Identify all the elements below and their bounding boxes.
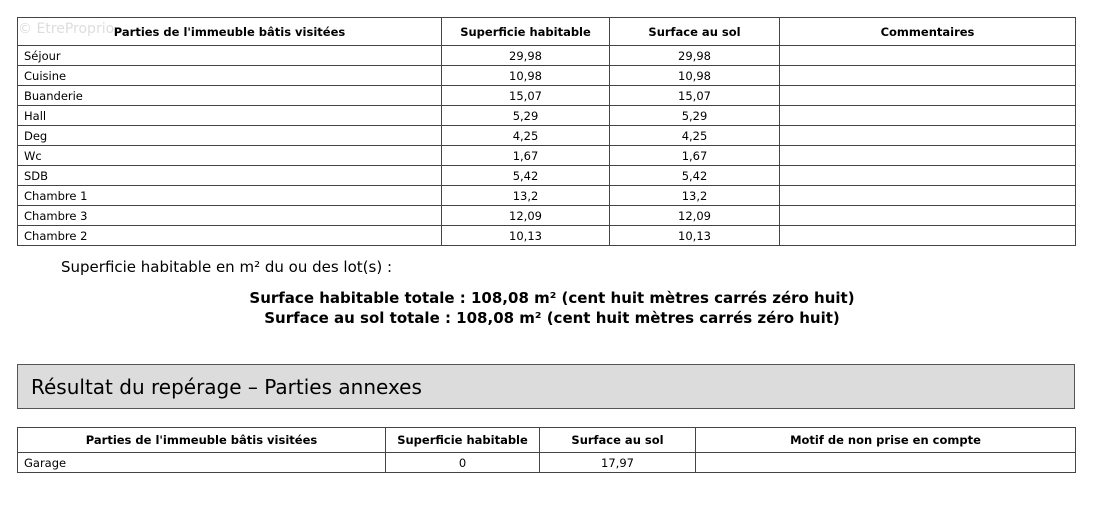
total-habitable: Surface habitable totale : 108,08 m² (cent huit mètres carrés zéro huit) <box>249 289 855 307</box>
table-row <box>18 126 1076 146</box>
col-header-surface-sol: Surface au sol <box>540 428 696 453</box>
table-cell <box>780 66 1076 86</box>
surface-table-main <box>17 17 1076 246</box>
table-cell: 10,13 <box>610 226 780 246</box>
col-header-parties: Parties de l'immeuble bâtis visitées <box>18 18 442 46</box>
table-cell <box>780 206 1076 226</box>
table-cell <box>696 453 1076 473</box>
summary-intro: Superficie habitable en m² du ou des lot(s) : <box>61 258 392 276</box>
table-row <box>18 206 1076 226</box>
table-row <box>18 226 1076 246</box>
table-cell: 17,97 <box>540 453 696 473</box>
table-cell: Séjour <box>18 46 442 66</box>
table-cell: 5,29 <box>442 106 610 126</box>
section-header <box>17 364 1075 409</box>
table-row <box>18 106 1076 126</box>
table-cell: Hall <box>18 106 442 126</box>
table-cell <box>780 186 1076 206</box>
table-cell: 10,98 <box>442 66 610 86</box>
col-header-superficie-habitable: Superficie habitable <box>386 428 540 453</box>
table-cell <box>780 146 1076 166</box>
table-cell: Garage <box>18 453 386 473</box>
table-cell: 5,29 <box>610 106 780 126</box>
table-cell <box>780 106 1076 126</box>
table-cell: 10,13 <box>442 226 610 246</box>
summary-totals <box>17 288 1087 328</box>
table-cell: 1,67 <box>442 146 610 166</box>
table-row <box>18 46 1076 66</box>
table-cell: Cuisine <box>18 66 442 86</box>
table-header-row <box>18 18 1076 46</box>
table-row <box>18 186 1076 206</box>
table-cell: 0 <box>386 453 540 473</box>
table-cell: 1,67 <box>610 146 780 166</box>
table-row <box>18 66 1076 86</box>
table-cell: 4,25 <box>442 126 610 146</box>
table-cell: SDB <box>18 166 442 186</box>
table-cell: 5,42 <box>442 166 610 186</box>
table-cell: 29,98 <box>610 46 780 66</box>
col-header-commentaires: Commentaires <box>780 18 1076 46</box>
table-cell: Deg <box>18 126 442 146</box>
table-header-row <box>18 428 1076 453</box>
table-cell: 4,25 <box>610 126 780 146</box>
table-cell: 12,09 <box>442 206 610 226</box>
col-header-parties: Parties de l'immeuble bâtis visitées <box>18 428 386 453</box>
table-cell <box>780 226 1076 246</box>
table-cell <box>780 86 1076 106</box>
table-row <box>18 453 1076 473</box>
table-row <box>18 86 1076 106</box>
total-sol: Surface au sol totale : 108,08 m² (cent huit mètres carrés zéro huit) <box>264 309 840 327</box>
col-header-surface-sol: Surface au sol <box>610 18 780 46</box>
table-cell <box>780 166 1076 186</box>
table-row <box>18 146 1076 166</box>
table-cell: 29,98 <box>442 46 610 66</box>
table-cell: Chambre 1 <box>18 186 442 206</box>
table-cell: 15,07 <box>610 86 780 106</box>
table-cell: 13,2 <box>442 186 610 206</box>
table-row <box>18 166 1076 186</box>
table-cell: Wc <box>18 146 442 166</box>
table-cell: Chambre 3 <box>18 206 442 226</box>
surface-table-annexes <box>17 427 1076 473</box>
table-cell: Chambre 2 <box>18 226 442 246</box>
table-cell: 10,98 <box>610 66 780 86</box>
table-cell: 13,2 <box>610 186 780 206</box>
table-cell <box>780 126 1076 146</box>
col-header-motif: Motif de non prise en compte <box>696 428 1076 453</box>
table-cell: 15,07 <box>442 86 610 106</box>
table-cell <box>780 46 1076 66</box>
section-title: Résultat du repérage – Parties annexes <box>31 375 422 399</box>
watermark: © EtreProprio <box>18 21 115 37</box>
table-cell: Buanderie <box>18 86 442 106</box>
table-cell: 12,09 <box>610 206 780 226</box>
table-cell: 5,42 <box>610 166 780 186</box>
col-header-superficie-habitable: Superficie habitable <box>442 18 610 46</box>
